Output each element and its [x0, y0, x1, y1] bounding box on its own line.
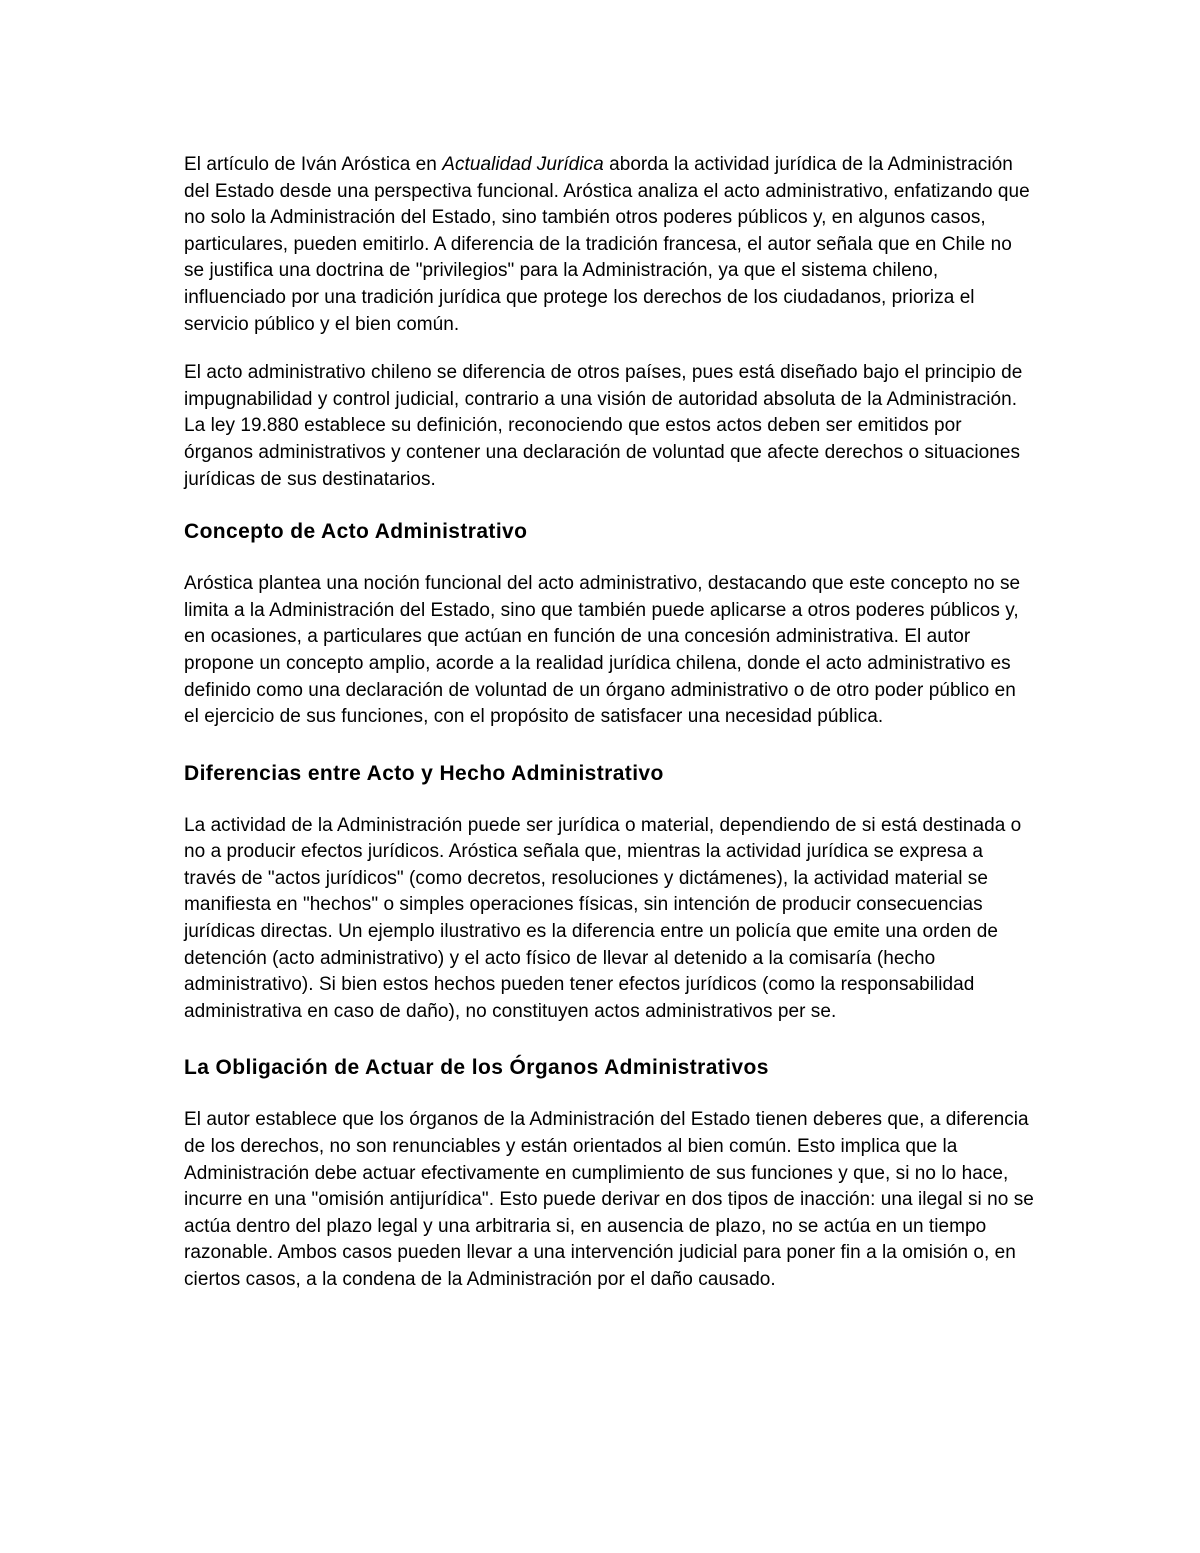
section-body-diferencias: La actividad de la Administración puede ser jurídica o material, dependiendo de si está destinada o no a producir efectos jurídicos. Aróstica señala que, mientras la actividad jurídica se expresa a través de "actos jurídicos" (como decretos, resoluciones y dictámenes), la actividad material se manifiesta en "hechos" o simples operaciones físicas, sin intención de producir consecuencias jurídicas directas. Un ejemplo ilustrativo es la diferencia entre un policía que emite una orden de detención (acto administrativo) y el acto físico de llevar al detenido a la comisaría (hecho administrativo). Si bien estos hechos pueden tener efectos jurídicos (como la responsabilidad administrativa en caso de daño), no constituyen actos administrativos per se.	[184, 814, 1022, 1022]
intro-paragraph	[184, 152, 1034, 338]
journal-title: Actualidad Jurídica	[442, 154, 604, 175]
section-heading-concepto: Concepto de Acto Administrativo	[184, 520, 528, 544]
section-body-concepto: Aróstica plantea una noción funcional del acto administrativo, destacando que este concepto no se limita a la Administración del Estado, sino que también puede aplicarse a otros poderes públicos y, en ocasiones, a particulares que actúan en función de una concesión administrativa. El autor propone un concepto amplio, acorde a la realidad jurídica chilena, donde el acto administrativo es definido como una declaración de voluntad de un órgano administrativo o de otro poder público en el ejercicio de sus funciones, con el propósito de satisfacer una necesidad pública.	[184, 573, 1021, 728]
section-body-obligacion: El autor establece que los órganos de la Administración del Estado tienen deberes que, a diferencia de los derechos, no son renunciables y están orientados al bien común. Esto implica que la Administración debe actuar efectivamente en cumplimiento de sus funciones y que, si no lo hace, incurre en una "omisión antijurídica". Esto puede derivar en dos tipos de inacción: una ilegal si no se actúa dentro del plazo legal y una arbitraria si, en ausencia de plazo, no se actúa en un tiempo razonable. Ambos casos pueden llevar a una intervención judicial para poner fin a la omisión o, en ciertos casos, a la condena de la Administración por el daño causado.	[184, 1109, 1034, 1290]
intro-text-rest: aborda la actividad jurídica de la Administración del Estado desde una perspectiva funcional. Aróstica analiza el acto administrativo, enfatizando que no solo la Administración del Estado, sino también otros poderes públicos y, en algunos casos, particulares, pueden emitirlo. A diferencia de la tradición francesa, el autor señala que en Chile no se justifica una doctrina de "privilegios" para la Administración, ya que el sistema chileno, influenciado por una tradición jurídica que protege los derechos de los ciudadanos, prioriza el servicio público y el bien común.	[184, 154, 1030, 335]
intro-text-start: El artículo de Iván Aróstica en	[184, 154, 443, 175]
section-heading-diferencias: Diferencias entre Acto y Hecho Administrativo	[184, 761, 664, 785]
second-paragraph: El acto administrativo chileno se diferencia de otros países, pues está diseñado bajo el principio de impugnabilidad y control judicial, contrario a una visión de autoridad absoluta de la Administración. La ley 19.880 establece su definición, reconociendo que estos actos deben ser emitidos por órganos administrativos y contener una declaración de voluntad que afecte derechos o situaciones jurídicas de sus destinatarios.	[184, 362, 1023, 490]
document-body	[184, 152, 1034, 1294]
section-heading-obligacion: La Obligación de Actuar de los Órganos Administrativos	[184, 1056, 769, 1080]
